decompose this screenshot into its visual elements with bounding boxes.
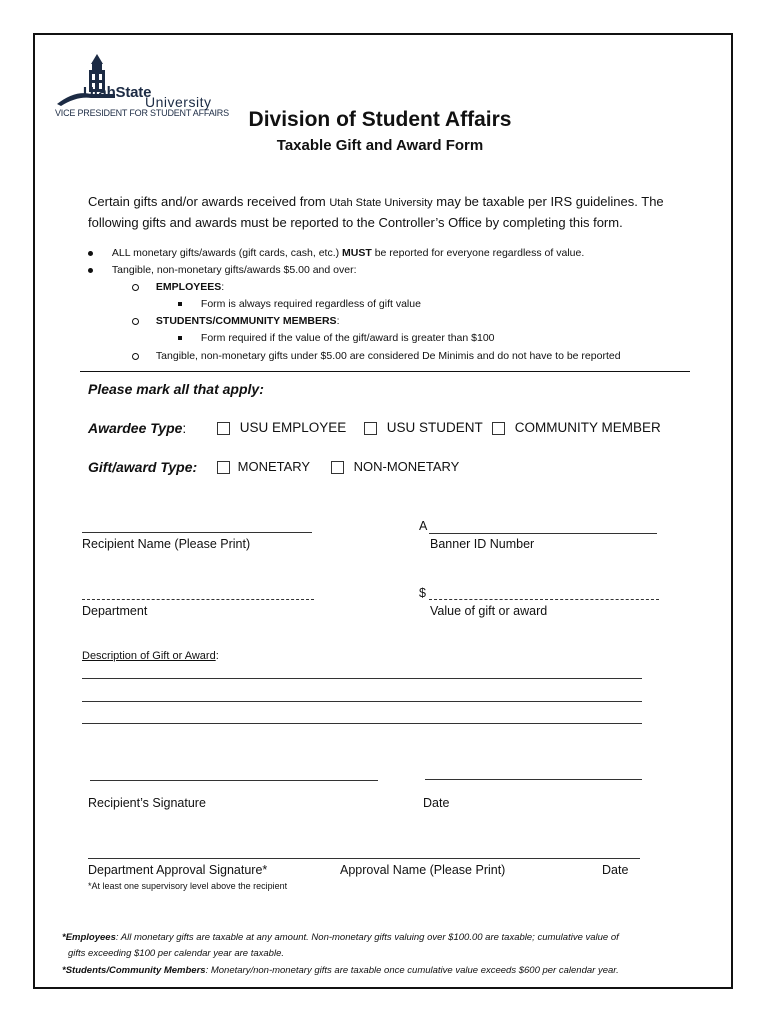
gift-type-label: Gift/award Type:	[88, 459, 198, 475]
awardee-type-label: Awardee Type:	[88, 420, 187, 436]
square-bullet-icon	[178, 336, 182, 340]
page-title: Division of Student Affairs	[248, 108, 512, 131]
circle-bullet-icon	[132, 318, 139, 325]
employee-checkbox[interactable]	[217, 422, 230, 435]
value-prefix: $	[419, 586, 426, 600]
bullet-icon	[88, 251, 93, 256]
rule-monetary: ALL monetary gifts/awards (gift cards, cash, etc.) MUST be reported for everyone regardless of value.	[88, 245, 584, 261]
intro-paragraph: Certain gifts and/or awards received from Utah State University may be taxable per IRS guidelines. The following gifts and awards must be reported to the Controller’s Office by completing this form.	[88, 194, 664, 230]
department-field[interactable]	[82, 599, 314, 600]
rule-de-minimis: Tangible, non-monetary gifts under $5.00 are considered De Minimis and do not have to be reported	[132, 348, 621, 364]
square-bullet-icon	[178, 302, 182, 306]
description-line-3[interactable]	[82, 723, 642, 724]
monetary-checkbox[interactable]	[217, 461, 230, 474]
value-field[interactable]	[429, 599, 659, 600]
section-divider	[80, 371, 690, 372]
signature-date-field[interactable]	[425, 779, 642, 780]
footer-employees-note: *Employees: All monetary gifts are taxable at any amount. Non-monetary gifts valuing over $100.00 are taxable; cumulative value of	[62, 932, 619, 943]
approval-name-label: Approval Name (Please Print)	[340, 863, 506, 877]
banner-id-label: Banner ID Number	[430, 537, 535, 551]
recipient-signature-label: Recipient’s Signature	[88, 796, 206, 810]
bullet-icon	[88, 268, 93, 273]
awardee-option-student[interactable]: USU STUDENT	[364, 420, 483, 435]
student-checkbox[interactable]	[364, 422, 377, 435]
department-label: Department	[82, 604, 148, 618]
description-line-2[interactable]	[82, 701, 642, 702]
approval-note: *At least one supervisory level above the recipient	[88, 881, 288, 891]
approval-date-label: Date	[602, 863, 629, 877]
logo-org-name-2: University	[145, 94, 212, 110]
description-label: Description of Gift or Award:	[82, 650, 219, 662]
rule-employees-detail: Form is always required regardless of gift value	[178, 296, 421, 312]
footer-employees-note-2: gifts exceeding $100 per calendar year are taxable.	[68, 948, 284, 959]
rule-students-detail: Form required if the value of the gift/award is greater than $100	[178, 330, 495, 346]
awardee-option-employee[interactable]: USU EMPLOYEE	[217, 420, 346, 435]
awardee-option-community[interactable]: COMMUNITY MEMBER	[492, 420, 661, 435]
mark-all-heading: Please mark all that apply:	[88, 381, 264, 397]
circle-bullet-icon	[132, 353, 139, 360]
page-border	[33, 33, 733, 989]
community-member-checkbox[interactable]	[492, 422, 505, 435]
gift-option-monetary[interactable]: MONETARY	[217, 459, 310, 474]
footer-students-note: *Students/Community Members: Monetary/non-monetary gifts are taxable once cumulative value exceeds $600 per calendar year.	[62, 965, 619, 976]
form-subtitle: Taxable Gift and Award Form	[276, 137, 484, 154]
rule-non-monetary: Tangible, non-monetary gifts/awards $5.00 and over:	[88, 262, 356, 278]
recipient-name-field[interactable]	[82, 532, 312, 533]
circle-bullet-icon	[132, 284, 139, 291]
non-monetary-checkbox[interactable]	[331, 461, 344, 474]
banner-prefix: A	[419, 519, 428, 533]
description-line-1[interactable]	[82, 678, 642, 679]
gift-option-non-monetary[interactable]: NON-MONETARY	[331, 459, 459, 474]
logo-org-name: UtahState	[83, 84, 152, 101]
approval-line[interactable]	[88, 858, 640, 859]
rule-employees: EMPLOYEES:	[132, 279, 224, 295]
banner-id-field[interactable]	[429, 533, 657, 534]
signature-date-label: Date	[423, 796, 450, 810]
rule-students: STUDENTS/COMMUNITY MEMBERS:	[132, 313, 340, 329]
value-label: Value of gift or award	[430, 604, 548, 618]
recipient-name-label: Recipient Name (Please Print)	[82, 537, 251, 551]
logo-subtitle: VICE PRESIDENT FOR STUDENT AFFAIRS	[55, 108, 229, 118]
approval-signature-label: Department Approval Signature*	[88, 863, 268, 877]
recipient-signature-field[interactable]	[90, 780, 378, 781]
